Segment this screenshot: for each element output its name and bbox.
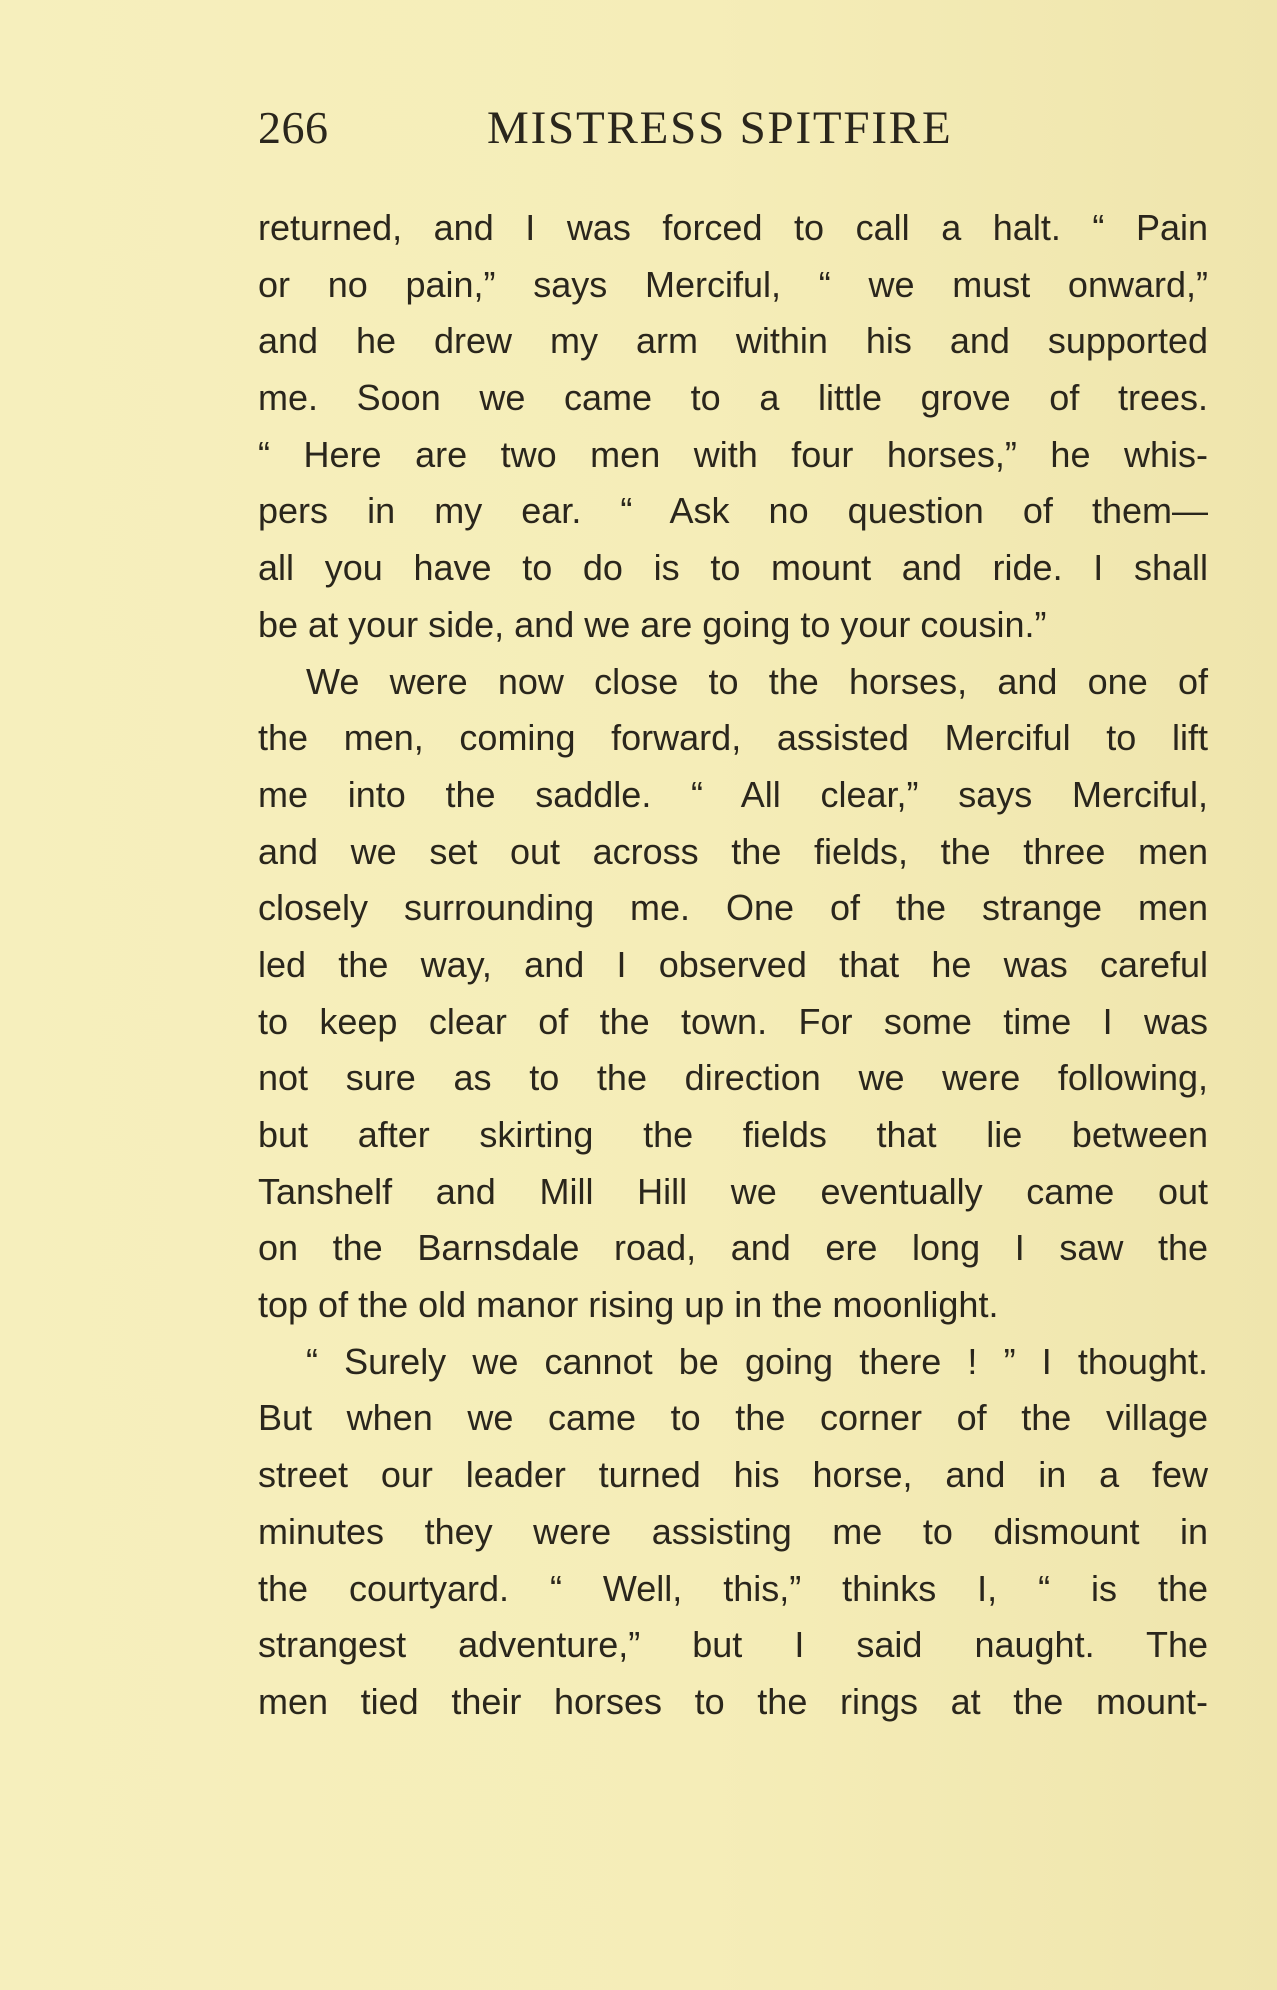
text-line: “ Surely we cannot be going there ! ” I thought. <box>306 1340 1208 1382</box>
text-line: “ Here are two men with four horses,” he whis- <box>258 433 1208 475</box>
text-line: led the way, and I observed that he was careful <box>258 943 1208 985</box>
page-header <box>258 98 1208 158</box>
text-line: Tanshelf and Mill Hill we eventually came out <box>258 1170 1208 1212</box>
text-line: and we set out across the fields, the three men <box>258 830 1208 872</box>
text-line: all you have to do is to mount and ride. I shall <box>258 547 1208 589</box>
text-line: or no pain,” says Merciful, “ we must onward,” <box>258 263 1208 305</box>
text-line: on the Barnsdale road, and ere long I saw the <box>258 1227 1208 1269</box>
page-number: 266 <box>258 102 329 153</box>
text-line: We were now close to the horses, and one of <box>306 660 1208 702</box>
text-line: returned, and I was forced to call a halt. “ Pain <box>258 207 1208 248</box>
text-line: strangest adventure,” but I said naught. The <box>258 1624 1208 1666</box>
text-line: street our leader turned his horse, and in a few <box>258 1454 1208 1496</box>
text-line: and he drew my arm within his and supported <box>258 320 1208 362</box>
text-line: be at your side, and we are going to your cousin.” <box>258 603 1047 645</box>
text-line: not sure as to the direction we were following, <box>258 1057 1208 1099</box>
text-line: the courtyard. “ Well, this,” thinks I, “ is the <box>258 1567 1208 1609</box>
text-line: me into the saddle. “ All clear,” says Merciful, <box>258 773 1208 815</box>
text-line: men tied their horses to the rings at the mount- <box>258 1680 1208 1722</box>
text-line: but after skirting the fields that lie between <box>258 1114 1208 1155</box>
text-line: But when we came to the corner of the village <box>258 1397 1208 1439</box>
text-line: pers in my ear. “ Ask no question of them— <box>258 490 1208 532</box>
text-line: the men, coming forward, assisted Merciful to lift <box>258 717 1208 759</box>
text-line: closely surrounding me. One of the strange men <box>258 887 1208 929</box>
running-title: MISTRESS SPITFIRE <box>487 102 953 154</box>
text-line: minutes they were assisting me to dismount in <box>258 1510 1208 1552</box>
body-text <box>258 200 1208 1731</box>
text-line: top of the old manor rising up in the moonlight. <box>258 1284 999 1326</box>
text-line: to keep clear of the town. For some time I was <box>258 1000 1208 1042</box>
text-line: me. Soon we came to a little grove of trees. <box>258 377 1208 419</box>
